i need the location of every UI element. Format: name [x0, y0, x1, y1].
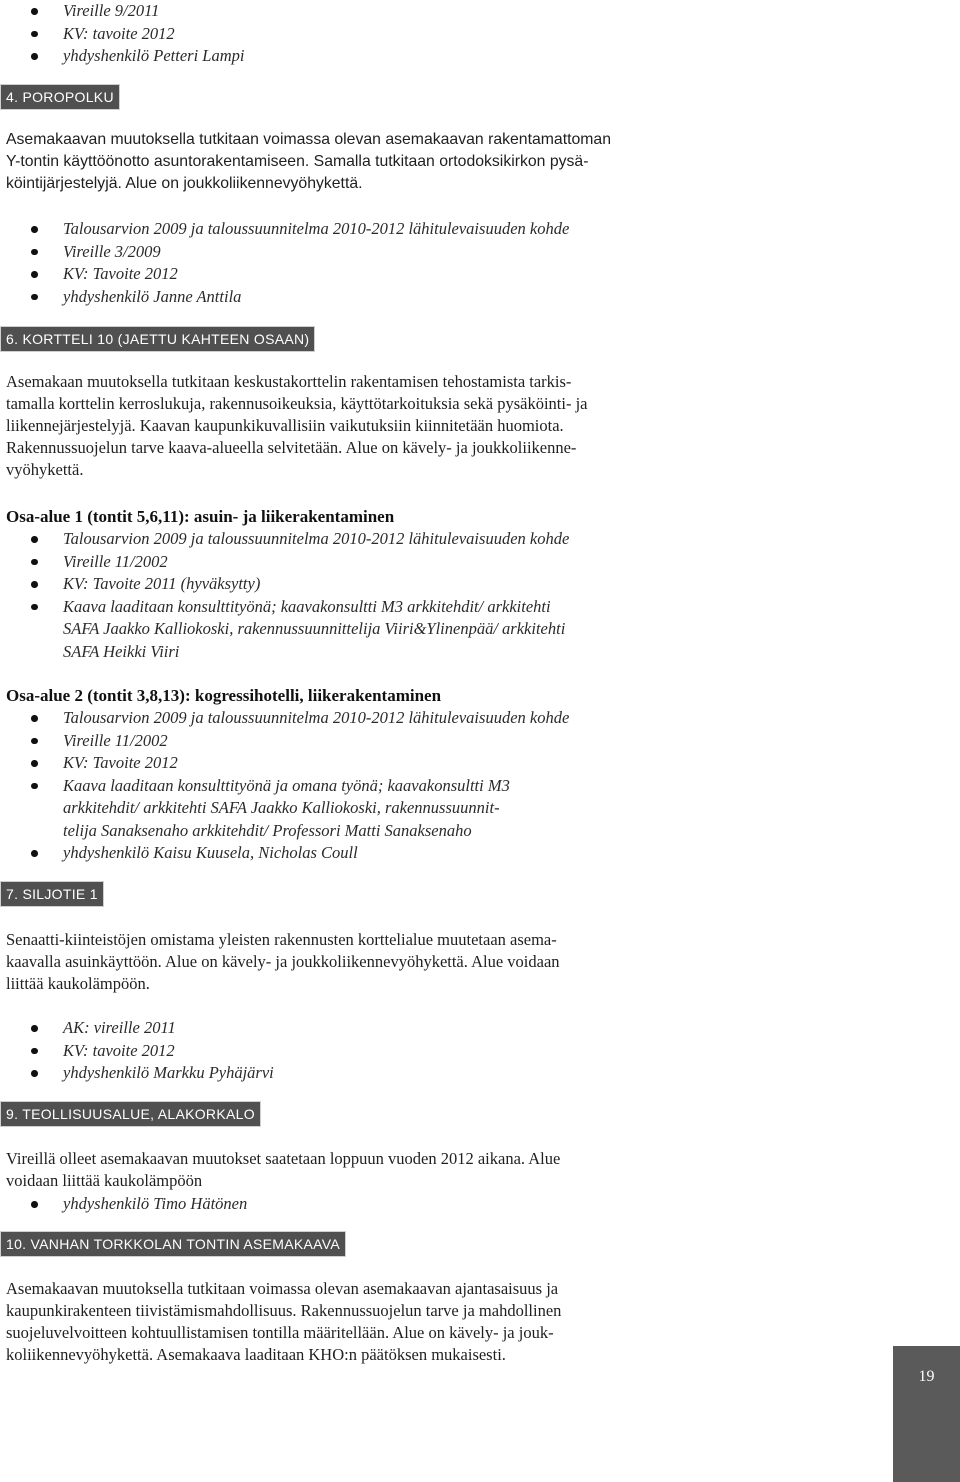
subsection-bullet-list [0, 707, 900, 865]
list-item: yhdyshenkilö Petteri Lampi [0, 45, 900, 68]
list-item: yhdyshenkilö Markku Pyhäjärvi [0, 1062, 900, 1085]
list-item: KV: Tavoite 2011 (hyväksytty) [0, 573, 900, 596]
section-bullet-list [0, 1017, 900, 1085]
section-bullet-list [0, 218, 900, 308]
section-paragraph: Vireillä olleet asemakaavan muutokset saatetaan loppuun vuoden 2012 aikana. Alue voidaan liittää kaukolämpöön [6, 1149, 561, 1190]
subsection-title-osa-alue-2: Osa-alue 2 (tontit 3,8,13): kogressihotelli, liikerakentaminen [6, 686, 442, 705]
list-item: Vireille 9/2011 [0, 0, 900, 23]
subsection-bullet-list [0, 528, 900, 663]
section-paragraph: Asemakaavan muutoksella tutkitaan voimassa olevan asemakaavan ajantasaisuus ja kaupunkirakenteen tiivistämismahdollisuus. Rakennussuojelun tarve ja mahdollinen suojeluvelvoitteen kohtuullistamisen tontilla määritellään. Alue on kävely- ja jouk- koliikennevyöhykettä. Asemakaava laaditaan KHO:n päätöksen mukaisesti. [6, 1279, 562, 1364]
section-heading-kortteli-10: 6. KORTTELI 10 (JAETTU KAHTEEN OSAAN) [0, 326, 315, 352]
list-item: Vireille 11/2002 [0, 551, 900, 574]
list-item: AK: vireille 2011 [0, 1017, 900, 1040]
list-item: KV: Tavoite 2012 [0, 752, 900, 775]
section-heading-vanhan-torkkolan: 10. VANHAN TORKKOLAN TONTIN ASEMAKAAVA [0, 1231, 346, 1257]
section-bullet-list [0, 1193, 900, 1216]
top-bullet-list [0, 0, 900, 68]
section-heading-poropolku: 4. POROPOLKU [0, 84, 120, 110]
list-item: KV: tavoite 2012 [0, 23, 900, 46]
list-item: yhdyshenkilö Timo Hätönen [0, 1193, 900, 1216]
page-number-tab [893, 1346, 960, 1482]
list-item: Vireille 3/2009 [0, 241, 900, 264]
page-number: 19 [918, 1368, 935, 1385]
list-item: Talousarvion 2009 ja taloussuunnitelma 2010-2012 lähitulevaisuuden kohde [0, 707, 900, 730]
section-heading-siljotie-1: 7. SILJOTIE 1 [0, 881, 104, 907]
list-item: Vireille 11/2002 [0, 730, 900, 753]
section-paragraph: Senaatti-kiinteistöjen omistama yleisten rakennusten korttelialue muutetaan asema- kaavalla asuinkäyttöön. Alue on kävely- ja joukkoliikennevyöhykettä. Alue voidaan liittää kaukolämpöön. [6, 930, 560, 993]
section-heading-teollisuusalue: 9. TEOLLISUUSALUE, ALAKORKALO [0, 1101, 261, 1127]
list-item: KV: tavoite 2012 [0, 1040, 900, 1063]
subsection-title-osa-alue-1: Osa-alue 1 (tontit 5,6,11): asuin- ja liikerakentaminen [6, 507, 395, 526]
list-item: Kaava laaditaan konsulttityönä ja omana työnä; kaavakonsultti M3 arkkitehdit/ arkkitehti SAFA Jaakko Kalliokoski, rakennussuunnit- telija Sanaksenaho arkkitehdit/ Professori Matti Sanaksenaho [0, 775, 900, 843]
list-item: Talousarvion 2009 ja taloussuunnitelma 2010-2012 lähitulevaisuuden kohde [0, 528, 900, 551]
section-paragraph: Asemakaan muutoksella tutkitaan keskustakorttelin rakentamisen tehostamista tarkis- tamalla korttelin kerroslukuja, rakennusoikeuksia, käyttötarkoituksia sekä pysäköinti- ja liikennejärjestelyjä. Kaavan kaupunkikuvallisiin vaikutuksiin kiinnitetään huomiota. Rakennussuojelun tarve kaava-alueella selvitetään. Alue on kävely- ja joukkoliikenne- vyöhykettä. [6, 372, 588, 479]
list-item: yhdyshenkilö Kaisu Kuusela, Nicholas Coull [0, 842, 900, 865]
list-item: yhdyshenkilö Janne Anttila [0, 286, 900, 309]
section-paragraph: Asemakaavan muutoksella tutkitaan voimassa olevan asemakaavan rakentamattoman Y-tontin käyttöönotto asuntorakentamiseen. Samalla tutkitaan ortodoksikirkon pysä- köintijärjestelyjä. Alue on joukkoliikennevyöhykettä. [6, 131, 611, 192]
list-item: KV: Tavoite 2012 [0, 263, 900, 286]
list-item: Kaava laaditaan konsulttityönä; kaavakonsultti M3 arkkitehdit/ arkkitehti SAFA Jaakko Kalliokoski, rakennussuunnittelija Viiri&Ylinenpää/ arkkitehti SAFA Heikki Viiri [0, 596, 900, 664]
list-item: Talousarvion 2009 ja taloussuunnitelma 2010-2012 lähitulevaisuuden kohde [0, 218, 900, 241]
